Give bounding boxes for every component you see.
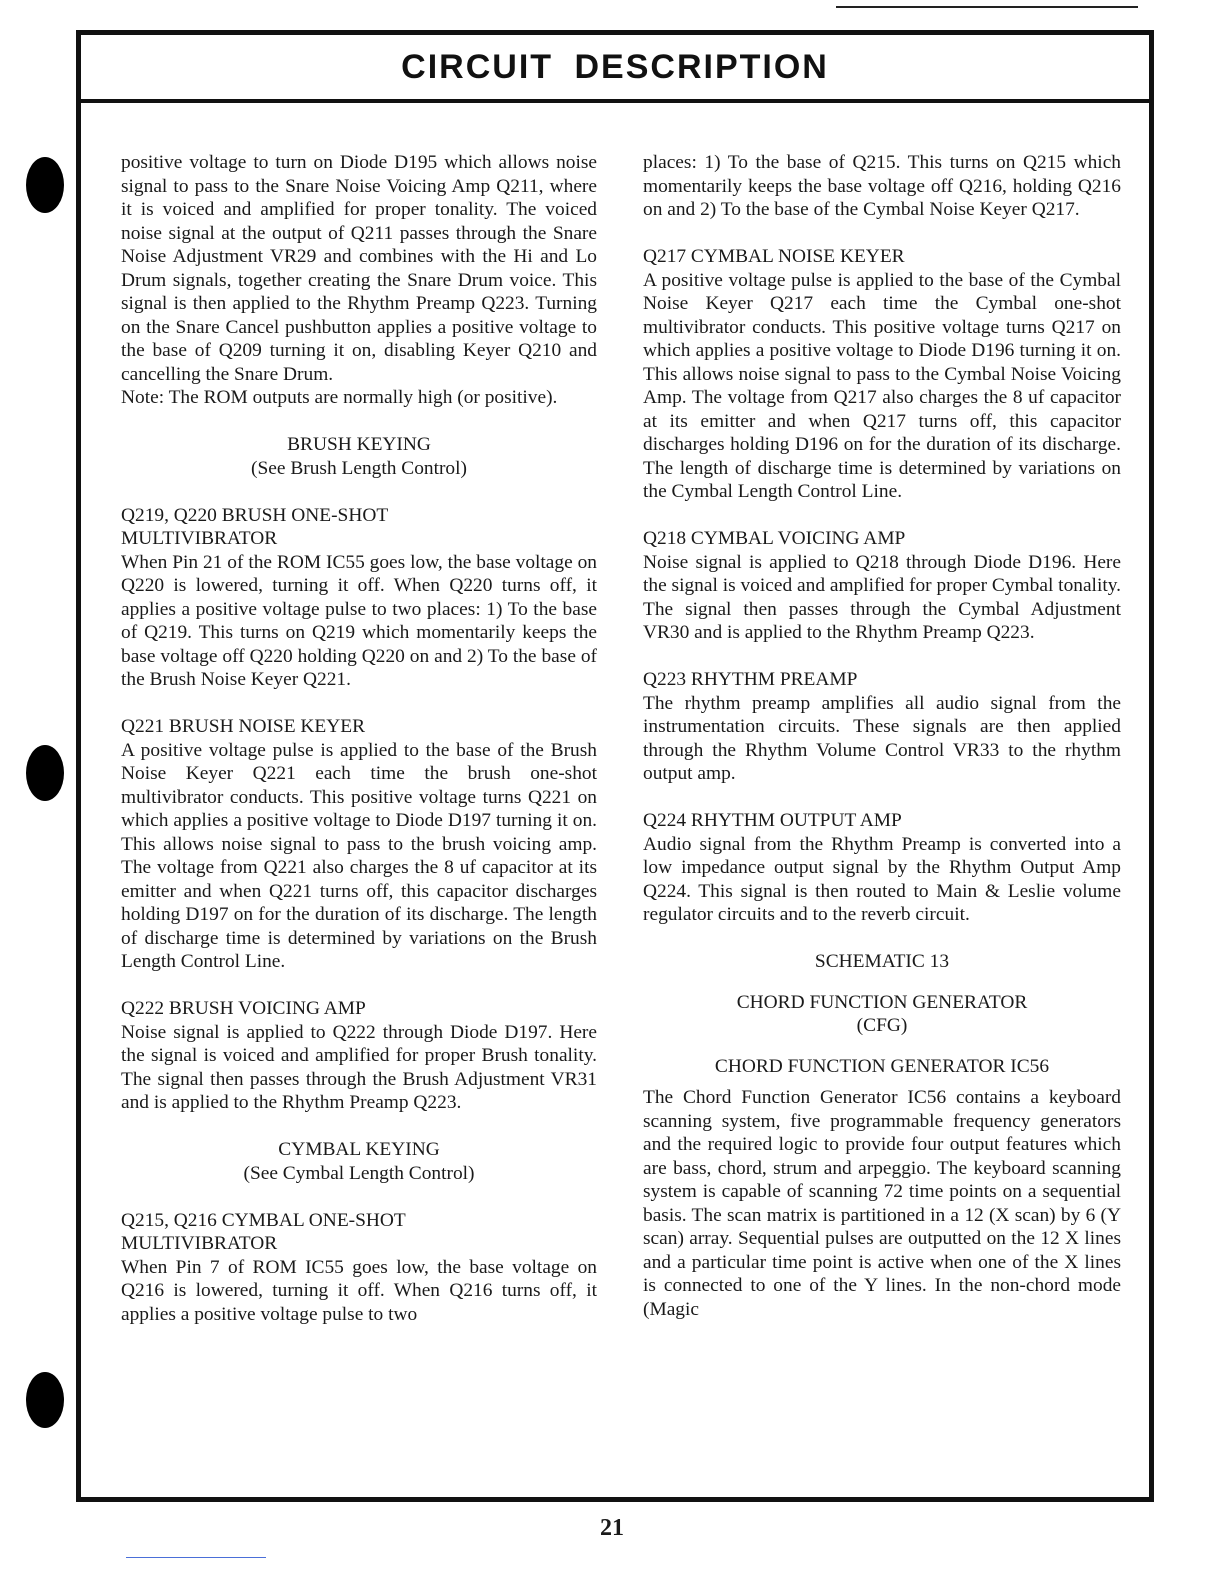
bottom-link-rule	[126, 1557, 266, 1558]
cfg-title: CHORD FUNCTION GENERATOR	[736, 991, 1028, 1013]
q221-paragraph: A positive voltage pulse is applied to the base of the Brush Noise Keyer Q221 each time the brush one-shot multivibrator conducts. This positive voltage turns Q221 on which applies a positive voltage to Diode D197 turning it on. This allows noise signal to pass to the brush voicing amp. The voltage from Q221 also charges the 8 uf capacitor at its emitter and when Q221 turns off, this capacitor discharges holding D197 on for the duration of its discharge. The length of discharge time is determined by variations on the Brush Length Control Line.	[121, 739, 597, 972]
cfg-ic-heading: CHORD FUNCTION GENERATOR IC56	[714, 1055, 1050, 1077]
brush-keying-subtitle: (See Brush Length Control)	[251, 457, 467, 479]
q222-heading: Q222 BRUSH VOICING AMP	[121, 998, 366, 1019]
title-bar	[81, 35, 1149, 103]
snare-paragraph: positive voltage to turn on Diode D195 which allows noise signal to pass to the Snare Noise Voicing Amp Q211, where it is voiced and amplified for proper tonality. The voiced noise signal at the output of Q211 passes through the Snare Noise Adjustment VR29 and combines with the Hi and Lo Drum signals, together creating the Snare Drum voice. This signal is then applied to the Rhythm Preamp Q223. Turning on the Snare Cancel pushbutton applies a positive voltage to the base of Q209 turning it on, disabling Keyer Q210 and cancelling the Snare Drum.	[121, 152, 597, 385]
cymbal-keying-title: CYMBAL KEYING	[278, 1139, 440, 1160]
punch-hole-top	[26, 157, 64, 213]
q215-paragraph: When Pin 7 of ROM IC55 goes low, the base voltage on Q216 is lowered, turning it off. When Q216 turns off, it applies a positive voltage pulse to two	[121, 1256, 597, 1325]
q224-paragraph: Audio signal from the Rhythm Preamp is converted into a low impedance output signal by the Rhythm Output Amp Q224. This signal is then routed to Main & Leslie volume regulator circuits and to the reverb circuit.	[643, 833, 1121, 925]
q215-heading: Q215, Q216 CYMBAL ONE-SHOT MULTIVIBRATOR	[121, 1209, 406, 1254]
top-rule	[836, 6, 1138, 8]
q217-paragraph: A positive voltage pulse is applied to the base of the Cymbal Noise Keyer Q217 each time the Cymbal one-shot multivibrator conducts. This positive voltage turns Q217 on which applies a positive voltage to Diode D196 turning it on. This allows noise signal to pass to the Cymbal Noise Voicing Amp. The voltage from Q217 also charges the 8 uf capacitor at its emitter and when Q217 turns off, this capacitor discharges holding D196 on for the duration of its discharge. The length of discharge time is determined by variations on the Cymbal Length Control Line.	[643, 269, 1121, 502]
q215-continued-paragraph: places: 1) To the base of Q215. This turns on Q215 which momentarily keeps the base voltage off Q216, holding Q216 on and 2) To the base of the Cymbal Noise Keyer Q217.	[643, 152, 1121, 220]
cfg-paragraph: The Chord Function Generator IC56 contains a keyboard scanning system, five programmable frequency generators and the required logic to provide four output features which are bass, chord, strum and arpeggio. The keyboard scanning system is capable of scanning 72 time points on a sequential basis. The scan matrix is partitioned in a 12 (X scan) by 6 (Y scan) array. Sequential pulses are outputted on the 12 X lines and a particular time point is active when one of the X lines is connected to one of the Y lines. In the non-chord mode (Magic	[643, 1087, 1121, 1320]
q219-heading: Q219, Q220 BRUSH ONE-SHOT MULTIVIBRATOR	[121, 504, 388, 549]
right-column	[643, 151, 1121, 1321]
page-title: CIRCUIT DESCRIPTION	[401, 47, 829, 86]
q218-heading: Q218 CYMBAL VOICING AMP	[643, 528, 906, 549]
punch-hole-middle	[26, 745, 64, 801]
page-number: 21	[600, 1515, 624, 1541]
q223-heading: Q223 RHYTHM PREAMP	[643, 669, 858, 690]
q217-heading: Q217 CYMBAL NOISE KEYER	[643, 246, 905, 267]
punch-hole-bottom	[26, 1372, 64, 1428]
q221-heading: Q221 BRUSH NOISE KEYER	[121, 716, 366, 737]
q223-paragraph: The rhythm preamp amplifies all audio signal from the instrumentation circuits. These signals are then applied through the Rhythm Volume Control VR33 to the rhythm output amp.	[643, 692, 1121, 784]
schematic-title: SCHEMATIC 13	[814, 951, 950, 972]
cymbal-keying-subtitle: (See Cymbal Length Control)	[243, 1162, 475, 1184]
cfg-abbreviation: (CFG)	[856, 1015, 908, 1036]
page-frame	[76, 30, 1154, 1502]
q224-heading: Q224 RHYTHM OUTPUT AMP	[643, 810, 902, 831]
q222-paragraph: Noise signal is applied to Q222 through Diode D197. Here the signal is voiced and amplified for proper Brush tonality. The signal then passes through the Brush Adjustment VR31 and is applied to the Rhythm Preamp Q223.	[121, 1021, 597, 1113]
q218-paragraph: Noise signal is applied to Q218 through Diode D196. Here the signal is voiced and amplified for proper Cymbal tonality. The signal then passes through the Cymbal Adjustment VR30 and is applied to the Rhythm Preamp Q223.	[643, 551, 1122, 643]
left-column	[121, 151, 597, 1326]
q219-paragraph: When Pin 21 of the ROM IC55 goes low, the base voltage on Q220 is lowered, turning it off. When Q220 turns off, it applies a positive voltage pulse to two places: 1) To the base of Q219. This turns on Q219 which momentarily keeps the base voltage off Q220 holding Q220 on and 2) To the base of the Brush Noise Keyer Q221.	[121, 551, 597, 690]
brush-keying-title: BRUSH KEYING	[287, 434, 431, 455]
rom-note: Note: The ROM outputs are normally high (or positive).	[121, 387, 558, 408]
